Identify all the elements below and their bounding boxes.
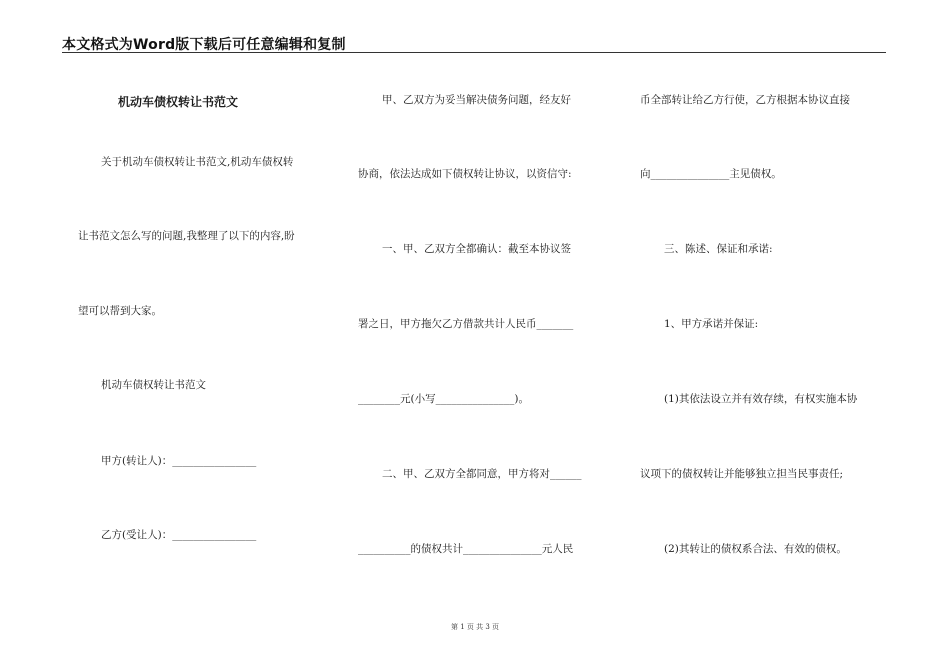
paragraph-line: 协商，依法达成如下债权转让协议，以资信守: [358, 168, 572, 180]
paragraph-line: 署之日，甲方拖欠乙方借款共计人民币_______ [358, 318, 574, 330]
list-item: (2)其转让的债权系合法、有效的债权。 [664, 543, 847, 555]
paragraph-line: 望可以帮到大家。 [78, 305, 162, 317]
clause-one-line: 一、甲、乙双方全都确认：截至本协议签 [382, 243, 571, 255]
paragraph-line: 让书范文怎么写的问题,我整理了以下的内容,盼 [78, 230, 295, 242]
list-item: (1)其依法设立并有效存续，有权实施本协 [664, 393, 858, 405]
document-title: 机动车债权转让书范文 [118, 95, 239, 109]
section-heading: 机动车债权转让书范文 [101, 379, 206, 391]
subclause-heading: 1、甲方承诺并保证: [664, 318, 759, 330]
paragraph-line: 议项下的债权转让并能够独立担当民事责任; [640, 468, 844, 480]
amount-line: ________元(小写_______________)。 [358, 393, 529, 405]
paragraph-line: 币全部转让给乙方行使，乙方根据本协议直接 [640, 94, 850, 106]
clause-two-line: 二、甲、乙双方全都同意，甲方将对______ [382, 468, 582, 480]
header-divider [62, 52, 886, 53]
paragraph-line: __________的债权共计_______________元人民 [358, 543, 574, 555]
party-a-field: 甲方(转让人)：________________ [101, 455, 257, 467]
page-number: 第 1 页 共 3 页 [450, 623, 500, 631]
party-b-field: 乙方(受让人)：________________ [101, 529, 257, 541]
paragraph-line: 关于机动车债权转让书范文,机动车债权转 [101, 156, 294, 168]
paragraph-line: 甲、乙双方为妥当解决债务问题，经友好 [382, 94, 571, 106]
paragraph-line: 向_______________主见债权。 [640, 168, 782, 180]
download-banner: 本文格式为Word版下载后可任意编辑和复制 [62, 37, 346, 53]
clause-three-heading: 三、陈述、保证和承诺: [664, 243, 773, 255]
